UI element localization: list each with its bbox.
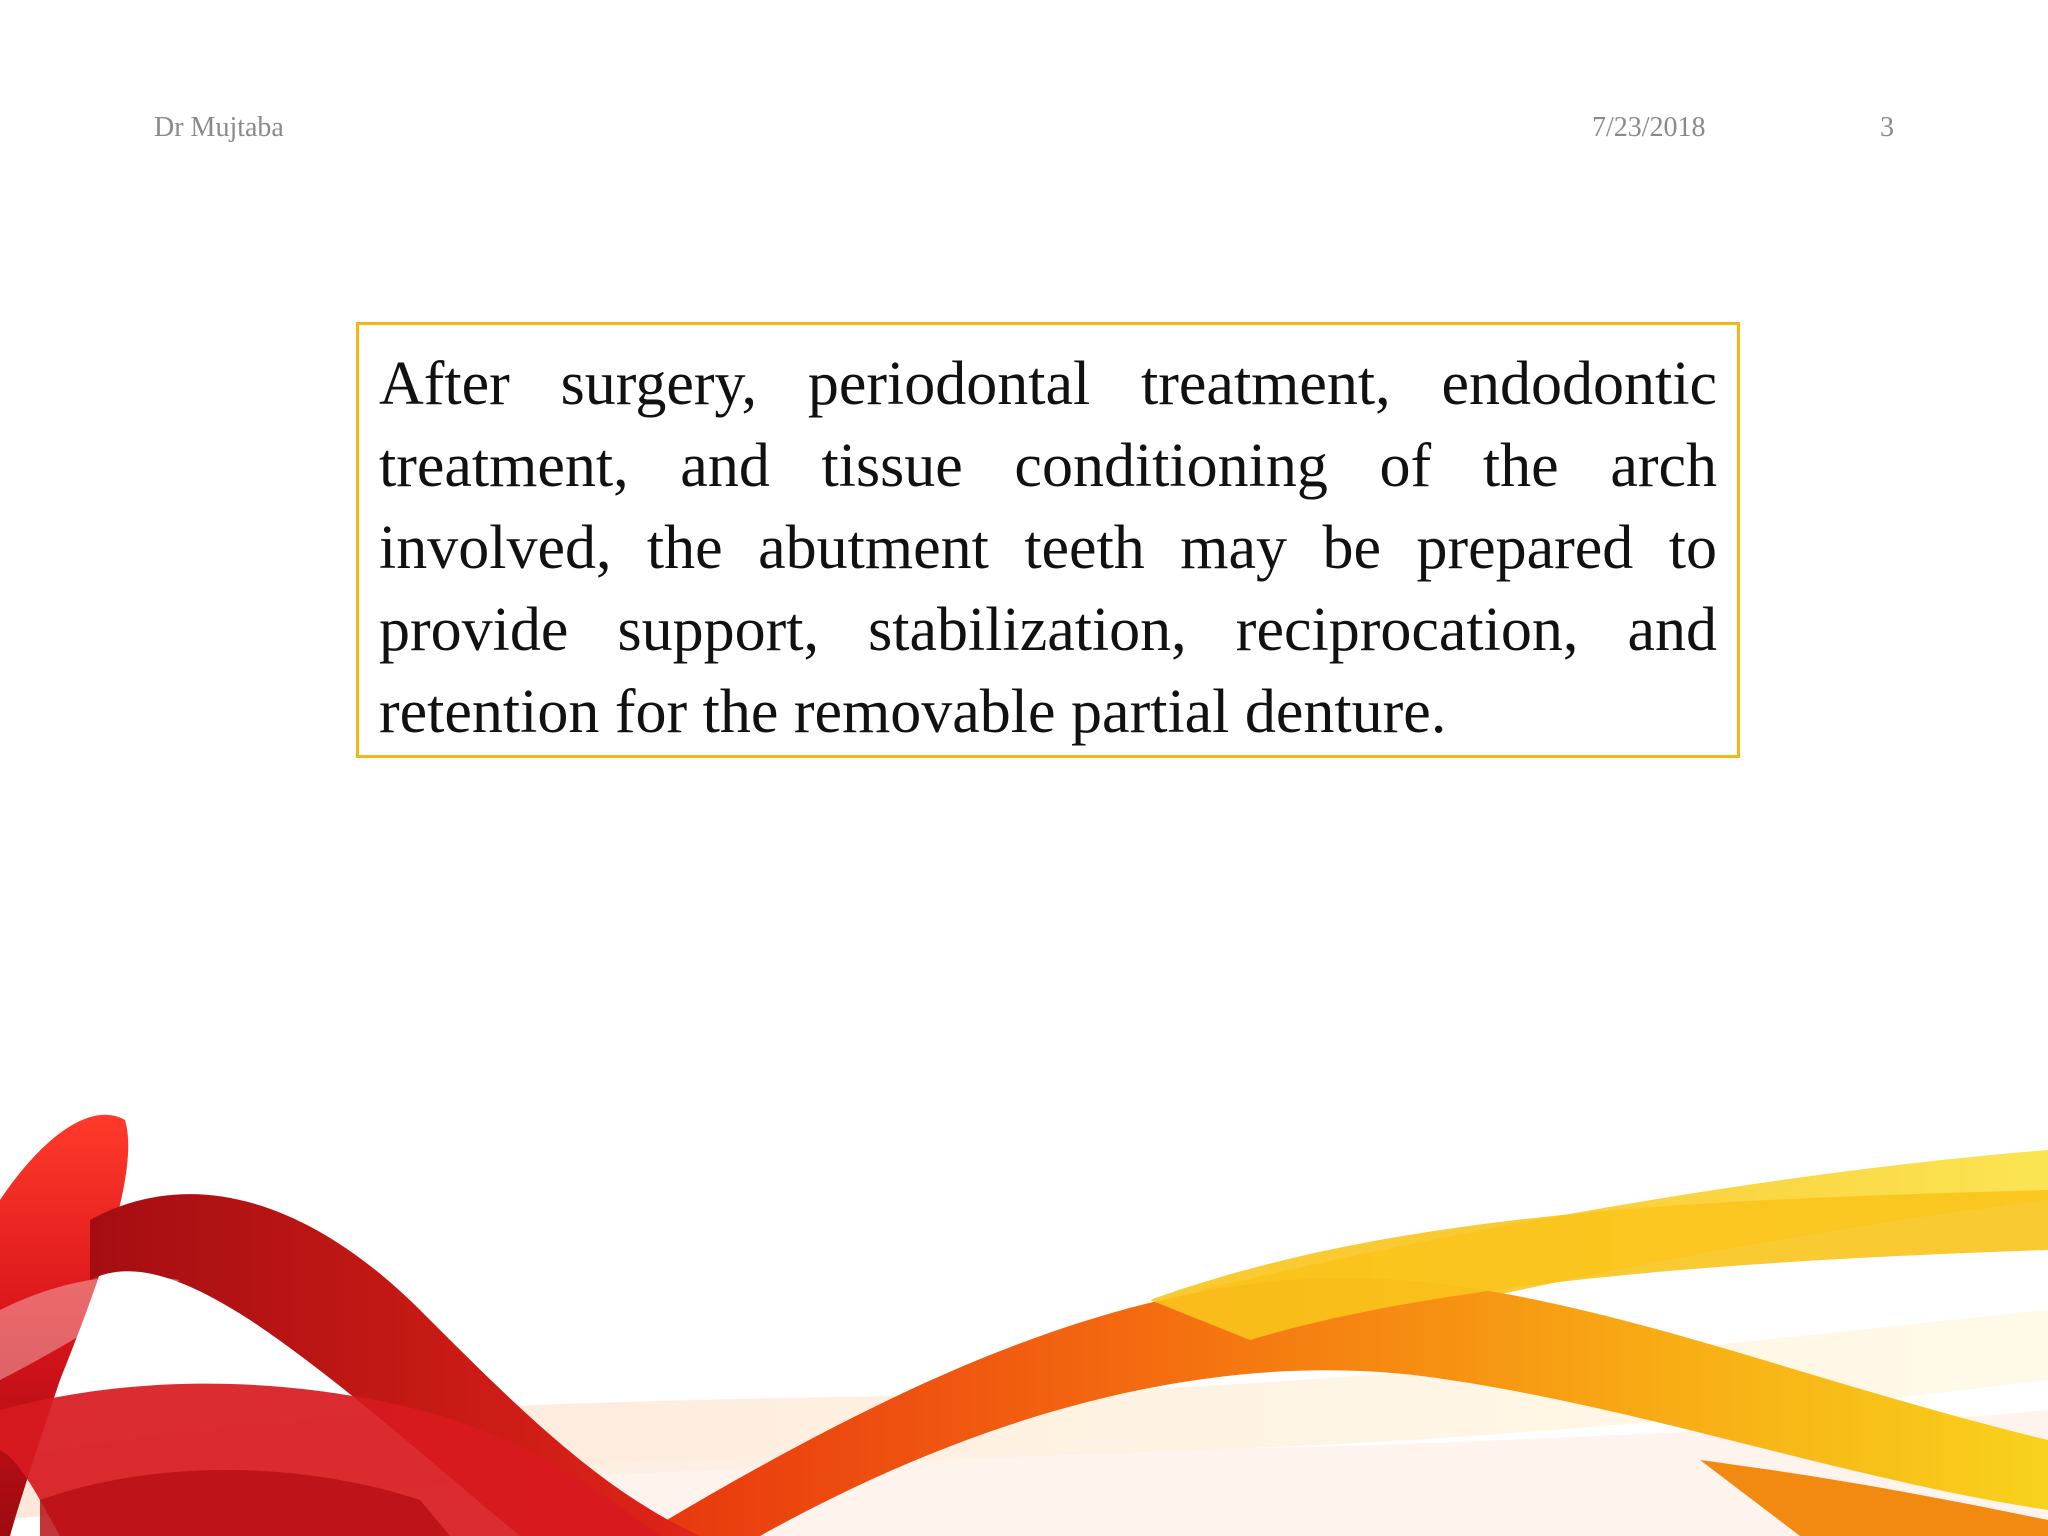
footer-author: Dr Mujtaba — [154, 112, 284, 143]
footer-date: 7/23/2018 — [1592, 112, 1706, 143]
content-box — [356, 322, 1740, 758]
decorative-swoosh-graphic — [0, 1080, 2048, 1536]
footer-page-number: 3 — [1880, 112, 1894, 143]
body-paragraph: After surgery, periodontal treatment, endodontic treatment, and tissue conditioning of the arch involved, the abutment teeth may be prepared to provide support, stabilization, reciprocation, and retention for the removable partial denture. — [379, 350, 1717, 746]
